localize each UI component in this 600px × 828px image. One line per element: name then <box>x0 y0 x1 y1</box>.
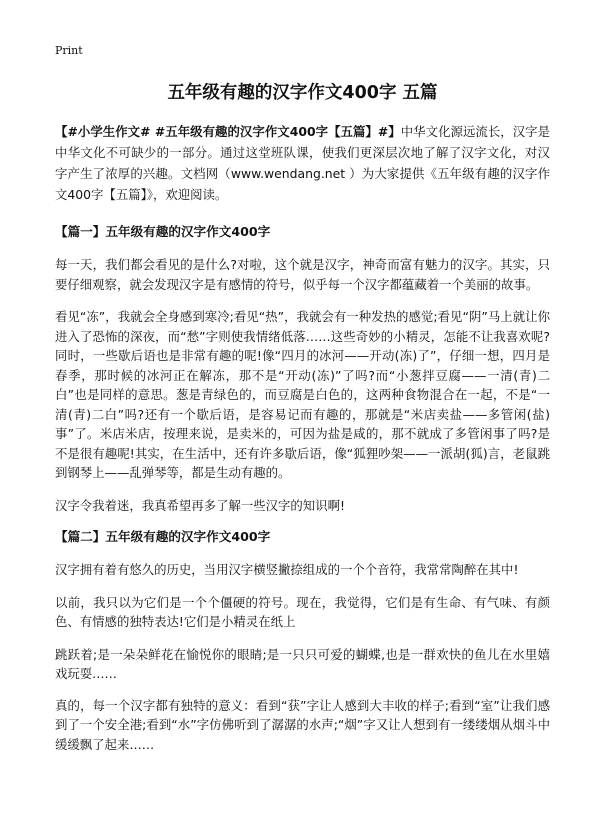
paragraph: 跳跃着;是一朵朵鲜花在愉悦你的眼睛;是一只只可爱的蝴蝶,也是一群欢快的鱼儿在水里嬉戏玩耍…… <box>55 646 550 681</box>
section-heading-1: 【篇一】五年级有趣的汉字作文400字 <box>55 224 271 239</box>
intro-paragraph <box>55 121 550 205</box>
paragraph: 汉字拥有着有悠久的历史，当用汉字横竖撇捺组成的一个个音符，我常常陶醉在其中! <box>55 562 519 577</box>
intro-bold-prefix: 【#小学生作文# #五年级有趣的汉字作文400字【五篇】#】 <box>55 124 401 139</box>
paragraph: 汉字令我着迷，我真希望再多了解一些汉字的知识啊! <box>55 497 345 513</box>
section-heading-2: 【篇二】五年级有趣的汉字作文400字 <box>55 529 271 544</box>
paragraph: 真的，每一个汉字都有独特的意义：看到“获”字让人感到大丰收的样子;看到“室”让我们感到了一个安全港;看到“水”字仿佛听到了潺潺的水声;“烟”字又让人想到有一缕缕烟从烟斗中缓缓飘了起来…… <box>55 697 550 752</box>
page-title: 五年级有趣的汉字作文400字 五篇 <box>167 83 438 103</box>
paragraph: 每一天，我们都会看见的是什么?对啦，这个就是汉字，神奇而富有魅力的汉字。其实，只要仔细观察，就会发现汉字是有感情的符号，似乎每一个汉字都蕴藏着一个美丽的故事。 <box>55 257 550 292</box>
print-label: Print <box>55 44 83 57</box>
paragraph: 看见“冻”，我就会全身感到寒冷;看见“热”，我就会有一种发热的感觉;看见“阴”马上就让你进入了恐怖的深夜，而“愁”字则使我情绪低落……这些奇妙的小精灵，怎能不让我喜欢呢?同时，一些歇后语也是非常有趣的呢!像“四月的冰河——开动(冻)了”，仔细一想，四月是春季，那时候的冰河正在解冻，那不是“开动(冻)”了吗?而“小葱拌豆腐——一清(青)二白”也是同样的意思。葱是青绿色的，而豆腐是白色的，这两种食物混合在一起，不是“一清(青)二白”吗?还有一个歇后语，是容易记而有趣的，那就是“米店卖盐——多管闲(盐)事”了。米店米店，按理来说，是卖米的，可因为盐是咸的，那不就成了多管闲事了吗?是不是很有趣呢!其实，在生活中，还有许多歇后语，像“狐狸吵架——一派胡(狐)言，老鼠跳到钢琴上——乱弹琴等，都是生动有趣的。 <box>55 309 550 480</box>
paragraph: 以前，我只以为它们是一个个僵硬的符号。现在，我觉得，它们是有生命、有气味、有颜色、有情感的独特表达!它们是小精灵在纸上 <box>55 594 550 629</box>
intro-text: 中华文化源远流长，汉字是中华文化不可缺少的一部分。通过这堂班队课，使我们更深层次地了解了汉字文化，对汉字产生了浓厚的兴趣。文档网（www.wendang.net ）为大家提供《五年级有趣的汉字作文400字【五篇】》，欢迎阅读。 <box>55 124 551 202</box>
